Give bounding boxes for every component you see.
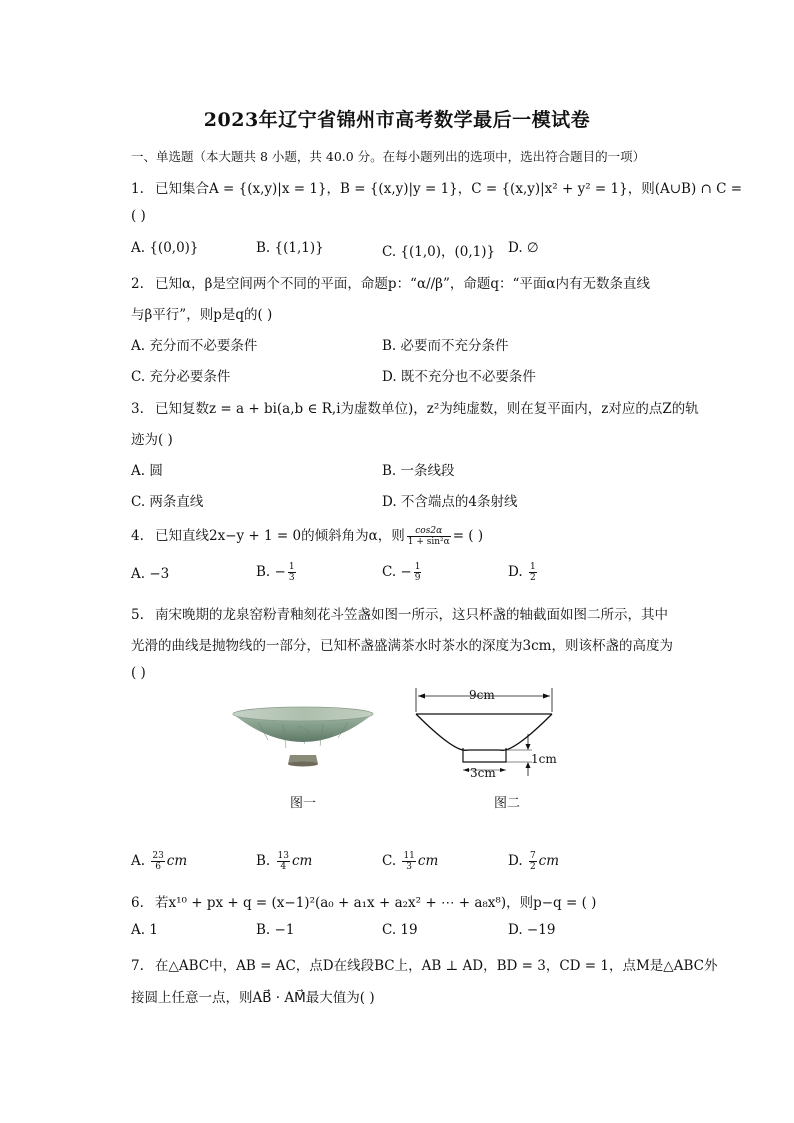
- q2-option-b: B. 必要而不充分条件: [382, 338, 509, 354]
- q5-line-3: ( ): [131, 665, 146, 681]
- q6-option-d: D. −19: [508, 922, 556, 938]
- q5-option-c: C. $\frac{11}{3}$ cm: [382, 851, 439, 872]
- q1-option-d: D. ∅: [508, 240, 539, 256]
- q2-option-c: C. 充分必要条件: [131, 369, 231, 385]
- q4-line-1: 4. 已知直线2x−y + 1 = 0的倾斜角为α，则 $\frac{\cos 2\alpha}{\text{1 + sin²α}}$ = ( ): [131, 526, 484, 547]
- q3-option-c: C. 两条直线: [131, 494, 204, 510]
- height-dimension-label: 1cm: [531, 752, 557, 766]
- q5-option-d: D. $\frac{7}{2}$ cm: [508, 851, 560, 872]
- q3-option-a: A. 圆: [131, 463, 163, 479]
- q2-line-1: 2. 已知α，β是空间两个不同的平面，命题p：“α//β”，命题q：“平面α内有无数条直线: [131, 276, 651, 292]
- exam-title: 2023年辽宁省锦州市高考数学最后一模试卷: [203, 109, 591, 131]
- q6-line-1: 6. 若x¹⁰ + px + q = (x−1)²(a₀ + a₁x + a₂x² + ⋯ + a₈x⁸)，则p−q = ( ): [131, 895, 597, 911]
- q3-option-b: B. 一条线段: [382, 463, 455, 479]
- q4-option-b: B. − $\frac{1}{3}$: [256, 562, 295, 583]
- q1-line-2: ( ): [131, 208, 146, 224]
- q7-line-1: 7. 在△ABC中，AB = AC，点D在线段BC上，AB ⊥ AD，BD = 3，CD = 1，点M是△ABC外: [131, 958, 718, 974]
- q5-option-b: B. $\frac{13}{4}$ cm: [256, 851, 313, 872]
- q3-option-d: D. 不含端点的4条射线: [382, 494, 518, 510]
- q4-option-a: A. −3: [131, 566, 170, 582]
- q3-line-1: 3. 已知复数z = a + bi(a,b ∈ R,i为虚数单位)，z²为纯虚数，则在复平面内，z对应的点Z的轨: [131, 401, 699, 417]
- q7-line-2: 接圆上任意一点，则AB⃗ · AM⃗最大值为( ): [131, 990, 375, 1006]
- q2-line-2: 与β平行”，则p是q的( ): [131, 307, 273, 323]
- q4-option-c: C. − $\frac{1}{9}$: [382, 562, 421, 583]
- q1-option-c: C. {(1,0)，(0,1)}: [382, 244, 496, 260]
- q6-option-a: A. 1: [131, 922, 158, 938]
- section-header: 一、单选题（本大题共 8 小题，共 40.0 分。在每小题列出的选项中，选出符合题目的一项）: [131, 149, 646, 164]
- q6-option-c: C. 19: [382, 922, 418, 938]
- q5-option-a: A. $\frac{23}{6}$ cm: [131, 851, 188, 872]
- q1-option-b: B. {(1,1)}: [256, 240, 324, 256]
- width-dimension-label: 9cm: [469, 688, 495, 702]
- figure1-caption: 图一: [290, 796, 317, 811]
- q1-line-1: 1. 已知集合A = {(x,y)|x = 1}，B = {(x,y)|y = 1}，C = {(x,y)|x² + y² = 1}，则(A∪B) ∩ C =: [131, 181, 743, 197]
- q4-option-d: D. $\frac{1}{2}$: [508, 562, 536, 583]
- q3-line-2: 迹为( ): [131, 432, 173, 448]
- q4-fraction: $\frac{\cos 2\alpha}{\text{1 + sin²α}}$: [407, 526, 450, 547]
- q6-option-b: B. −1: [256, 922, 295, 938]
- q5-line-2: 光滑的曲线是抛物线的一部分，已知杯盏盛满茶水时茶水的深度为3cm，则该杯盏的高度为: [131, 638, 673, 654]
- q5-line-1: 5. 南宋晚期的龙泉窑粉青釉刻花斗笠盏如图一所示，这只杯盏的轴截面如图二所示，其中: [131, 607, 668, 623]
- q2-option-a: A. 充分而不必要条件: [131, 338, 258, 354]
- figure2-caption: 图二: [494, 796, 521, 811]
- bowl-photo: [228, 700, 378, 775]
- base-dimension-label: 3cm: [470, 766, 496, 780]
- q1-option-a: A. {(0,0)}: [131, 240, 199, 256]
- q2-option-d: D. 既不充分也不必要条件: [382, 369, 536, 385]
